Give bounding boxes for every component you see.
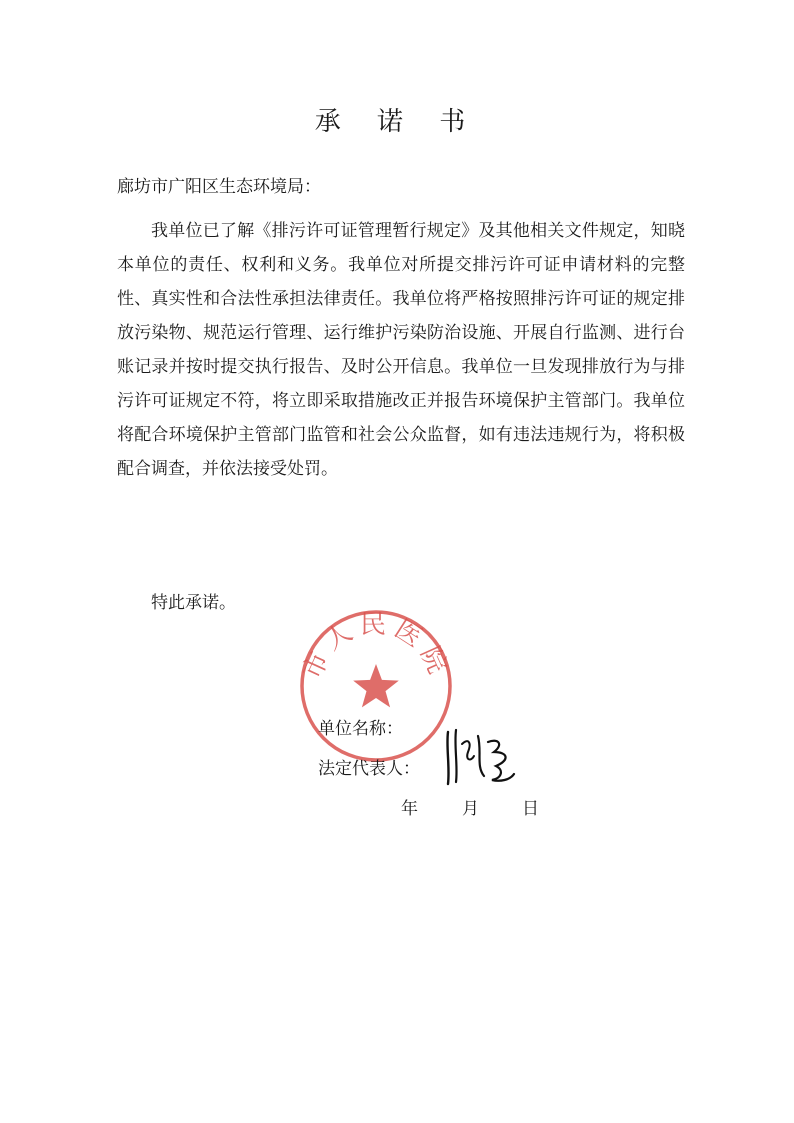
legal-representative-label: 法定代表人： — [318, 759, 420, 779]
salutation: 廊坊市广阳区生态环境局： — [117, 177, 321, 197]
date-month-label: 月 — [462, 799, 479, 819]
body-paragraph: 我单位已了解《排污许可证管理暂行规定》及其他相关文件规定，知晓本单位的责任、权利和义务。我单位对所提交排污许可证申请材料的完整性、真实性和合法性承担法律责任。我单位将严格按照排污许可证的规定排放污染物、规范运行管理、运行维护污染防治设施、开展自行监测、进行台账记录并按时提交执行报告、及时公开信息。我单位一旦发现排放行为与排污许可证规定不符，将立即采取措施改正并报告环境保护主管部门。我单位将配合环境保护主管部门监管和社会公众监督，如有违法违规行为，将积极配合调查，并依法接受处罚。 — [117, 221, 685, 479]
date-day-label: 日 — [522, 799, 539, 819]
document-title: 承 诺 书 — [314, 107, 480, 137]
handwritten-signature — [438, 722, 520, 792]
seal-text: 市人民医院 — [297, 610, 455, 684]
date-year-label: 年 — [401, 799, 418, 819]
official-seal — [296, 606, 456, 766]
closing-line: 特此承诺。 — [151, 593, 236, 613]
unit-name-label: 单位名称： — [318, 719, 403, 739]
seal-star-icon — [353, 664, 399, 707]
